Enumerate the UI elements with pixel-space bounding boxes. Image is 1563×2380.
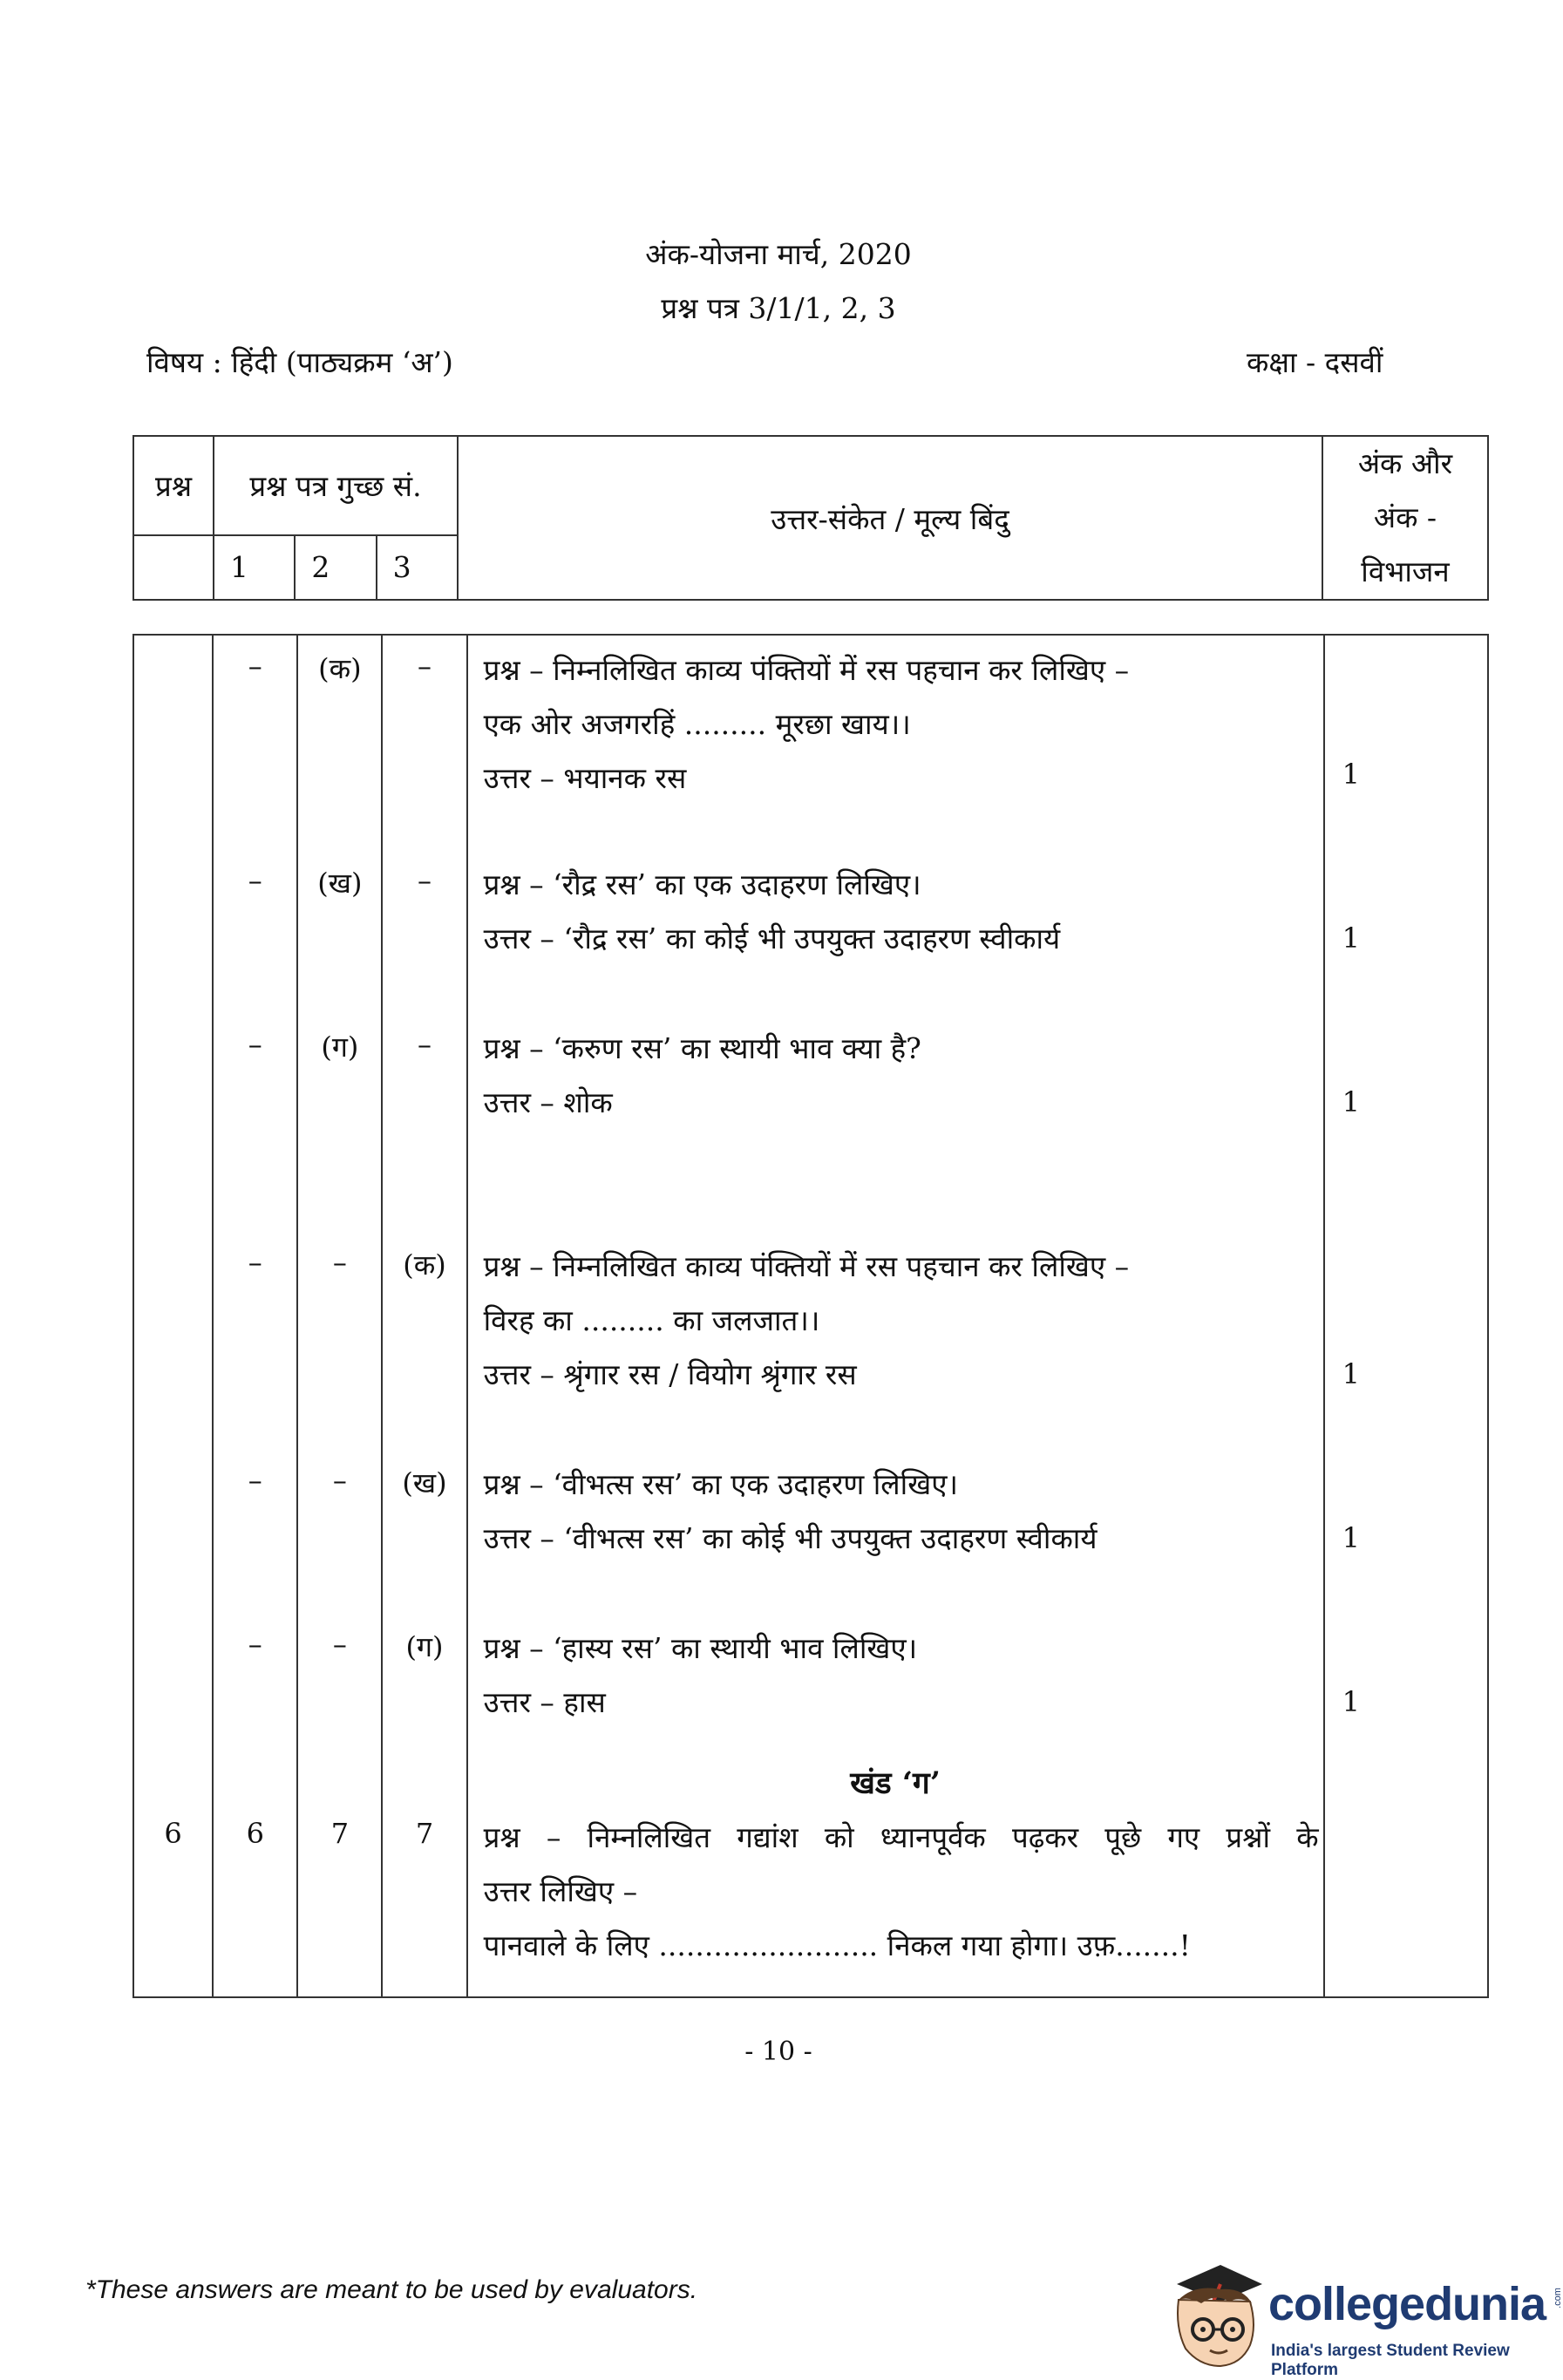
class-label: कक्षा - दसवीं xyxy=(1247,345,1383,379)
set1-mark: – xyxy=(248,864,262,897)
set3-mark: – xyxy=(418,1028,432,1061)
header-set-number: प्रश्न पत्र गुच्छ सं. xyxy=(214,436,458,535)
set2-mark: 7 xyxy=(330,1817,350,1850)
col-set-2 xyxy=(297,635,382,1997)
header-set-2: 2 xyxy=(295,535,376,600)
header-answer: उत्तर-संकेत / मूल्य बिंदु xyxy=(458,436,1322,600)
col-set-3 xyxy=(382,635,466,1997)
set2-mark: (ग) xyxy=(321,1030,359,1064)
col-answer xyxy=(467,635,1324,1997)
set1-mark: – xyxy=(248,649,262,683)
header-marks-line1: अंक और xyxy=(1357,446,1453,480)
logo-wordmark: collegedunia xyxy=(1268,2278,1546,2330)
mark-value: 1 xyxy=(1342,1085,1360,1119)
subject-label: विषय : हिंदी (पाठ्यक्रम ‘अ’) xyxy=(146,345,453,379)
header-set-1: 1 xyxy=(214,535,295,600)
answer-text: उत्तर – शोक xyxy=(483,1085,613,1119)
question-text-cont: उत्तर लिखिए – xyxy=(483,1874,638,1908)
mark-value: 1 xyxy=(1342,1685,1360,1718)
header-marks-line3: विभाजन xyxy=(1361,554,1450,588)
collegedunia-logo xyxy=(1159,2258,1563,2379)
set3-mark: 7 xyxy=(415,1817,434,1850)
header-marks-line2: अंक - xyxy=(1373,500,1437,534)
question-text: प्रश्न – ‘हास्य रस’ का स्थायी भाव लिखिए। xyxy=(483,1631,918,1665)
poem-excerpt: विरह का ......... का जलजात।। xyxy=(483,1303,820,1337)
set1-mark: – xyxy=(248,1464,262,1497)
marking-table-body xyxy=(133,634,1489,1998)
col-set-1 xyxy=(213,635,297,1997)
question-text: प्रश्न – ‘रौद्र रस’ का एक उदाहरण लिखिए। xyxy=(483,867,921,901)
mark-value: 1 xyxy=(1342,1357,1360,1391)
set3-mark: (ख) xyxy=(402,1466,447,1499)
header-question: प्रश्न xyxy=(133,436,214,535)
set2-mark: – xyxy=(332,1464,347,1497)
set2-mark: – xyxy=(332,1246,347,1279)
logo-tagline: India's largest Student Review Platform xyxy=(1271,2342,1510,2379)
page-number: - 10 - xyxy=(744,2037,812,2067)
set3-mark: (क) xyxy=(403,1248,446,1282)
col-question xyxy=(133,635,213,1997)
question-text: प्रश्न – ‘वीभत्स रस’ का एक उदाहरण लिखिए। xyxy=(483,1467,958,1501)
set2-mark: – xyxy=(332,1628,347,1661)
marking-table-header xyxy=(133,435,1489,601)
set1-mark: 6 xyxy=(246,1817,264,1850)
answer-text: उत्तर – हास xyxy=(483,1685,606,1719)
header-marks xyxy=(1322,436,1488,600)
passage-excerpt: पानवाले के लिए ........................ निकल गया होगा। उफ़.......! xyxy=(483,1928,1191,1962)
question-text: प्रश्न – ‘करुण रस’ का स्थायी भाव क्या है? xyxy=(483,1031,921,1065)
question-text: प्रश्न – निम्नलिखित काव्य पंक्तियों में रस पहचान कर लिखिए – xyxy=(483,1249,1130,1283)
answer-text: उत्तर – ‘रौद्र रस’ का कोई भी उपयुक्त उदाहरण स्वीकार्य xyxy=(483,921,1061,955)
mark-value: 1 xyxy=(1342,758,1360,791)
answer-text: उत्तर – भयानक रस xyxy=(483,761,687,795)
mark-value: 1 xyxy=(1342,1521,1360,1554)
set3-mark: (ग) xyxy=(405,1630,444,1663)
header-question-blank xyxy=(133,535,214,600)
set3-mark: – xyxy=(418,864,432,897)
logo-suffix: .com xyxy=(1552,2288,1563,2309)
set1-mark: – xyxy=(248,1246,262,1279)
q-number: 6 xyxy=(164,1817,182,1850)
set1-mark: – xyxy=(248,1628,262,1661)
answer-text: उत्तर – श्रृंगार रस / वियोग श्रृंगार रस xyxy=(483,1357,857,1391)
set1-mark: – xyxy=(248,1028,262,1061)
evaluator-note: *These answers are meant to be used by evaluators. xyxy=(85,2275,698,2304)
scheme-title: अंक-योजना मार्च, 2020 xyxy=(645,237,912,271)
set2-mark: (ख) xyxy=(317,867,363,900)
student-mascot-icon xyxy=(1159,2258,1264,2377)
question-text: प्रश्न – निम्नलिखित गद्यांश को ध्यानपूर्वक पढ़कर पूछे गए प्रश्नों के xyxy=(483,1820,1319,1854)
paper-code: प्रश्न पत्र 3/1/1, 2, 3 xyxy=(661,291,896,325)
header-set-3: 3 xyxy=(377,535,458,600)
question-text: प्रश्न – निम्नलिखित काव्य पंक्तियों में रस पहचान कर लिखिए – xyxy=(483,653,1130,687)
set3-mark: – xyxy=(418,649,432,683)
section-heading: खंड ‘ग’ xyxy=(850,1765,941,1801)
col-marks xyxy=(1324,635,1488,1997)
answer-text: उत्तर – ‘वीभत्स रस’ का कोई भी उपयुक्त उदाहरण स्वीकार्य xyxy=(483,1521,1097,1555)
set2-mark: (क) xyxy=(318,652,362,685)
poem-excerpt: एक ओर अजगरहिं ......... मूरछा खाय।। xyxy=(483,707,911,741)
mark-value: 1 xyxy=(1342,921,1360,955)
